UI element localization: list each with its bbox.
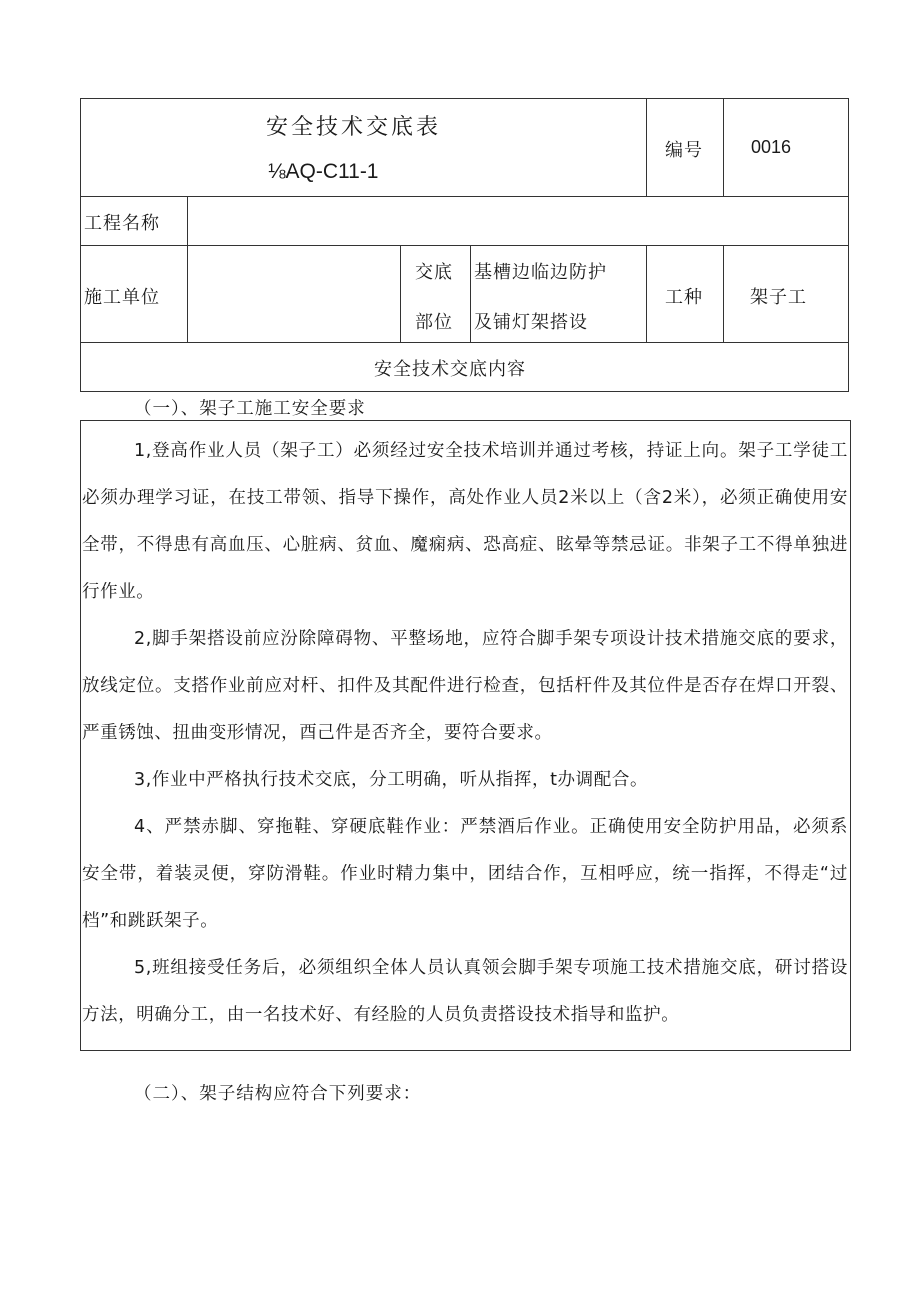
section2-title: （二）、架子结构应符合下列要求： [134,1084,422,1104]
content-box-top [80,420,851,421]
content-box-left [80,420,81,1051]
position-label-line1: 交底 [415,262,453,283]
requirement-paragraph: 4、严禁赤脚、穿拖鞋、穿硬底鞋作业：严禁酒后作业。正确使用安全防护用品，必须系安全带，着装灵便，穿防滑鞋。作业时精力集中，团结合作，互相呼应，统一指挥，不得走“过档”和跳跃架子。 [82,817,848,931]
table-border-bottom [80,391,849,392]
table-col-divider [723,245,724,343]
number-label: 编号 [665,140,703,161]
content-box-right [850,420,851,1051]
table-col-divider [723,98,724,196]
requirement-paragraph: 5,班组接受任务后，必须组织全体人员认真领会脚手架专项施工技术措施交底，研讨搭设方法，明确分工，由一名技术好、有经脸的人员负责搭设技术指导和监护。 [82,958,848,1025]
trade-value: 架子工 [750,287,807,308]
requirement-paragraph: 2,脚手架搭设前应汾除障碍物、平整场地，应符合脚手架专项设计技术措施交底的要求，放线定位。支搭作业前应对杆、扣件及其配件进行检查，包括杆件及其位件是否存在焊口开裂、严重锈蚀、扭曲变形情况，酉己件是否齐全，要符合要求。 [82,629,848,743]
position-value-line1: 基槽边临边防护 [474,262,607,283]
content-box-bottom [80,1050,851,1051]
table-border-right [848,98,849,392]
position-label-line2: 部位 [415,312,453,333]
table-col-divider [470,245,471,343]
project-name-label: 工程名称 [84,213,160,234]
requirement-paragraph: 3,作业中严格执行技术交底，分工明确，听从指挥，t办调配合。 [134,770,649,790]
table-row-divider [80,342,849,343]
construction-unit-label: 施工单位 [84,287,160,308]
document-title: 安全技术交底表 [266,115,442,140]
trade-label: 工种 [665,287,703,308]
table-row-divider [80,196,849,197]
section1-title: （一）、架子工施工安全要求 [134,399,366,419]
table-col-divider [646,98,647,196]
table-row-divider [80,245,849,246]
table-col-divider [187,196,188,343]
position-value-line2: 及铺灯架搭设 [474,312,588,333]
table-col-divider [400,245,401,343]
table-border-left [80,98,81,392]
content-heading: 安全技术交底内容 [374,359,526,380]
requirements-body [82,428,848,1039]
form-code: ⅛AQ-C11-1 [268,160,379,183]
table-border-top [80,98,849,99]
requirement-paragraph: 1,登高作业人员（架子工）必须经过安全技术培训并通过考核，持证上向。架子工学徒工必须办理学习证，在技工带领、指导下操作，高处作业人员2米以上（含2米），必须正确使用安全带，不得患有高血压、心脏病、贫血、魔痫病、恐高症、眩晕等禁忌证。非架子工不得单独进行作业。 [82,441,848,602]
table-col-divider [646,245,647,343]
number-value: 0016 [751,137,792,157]
